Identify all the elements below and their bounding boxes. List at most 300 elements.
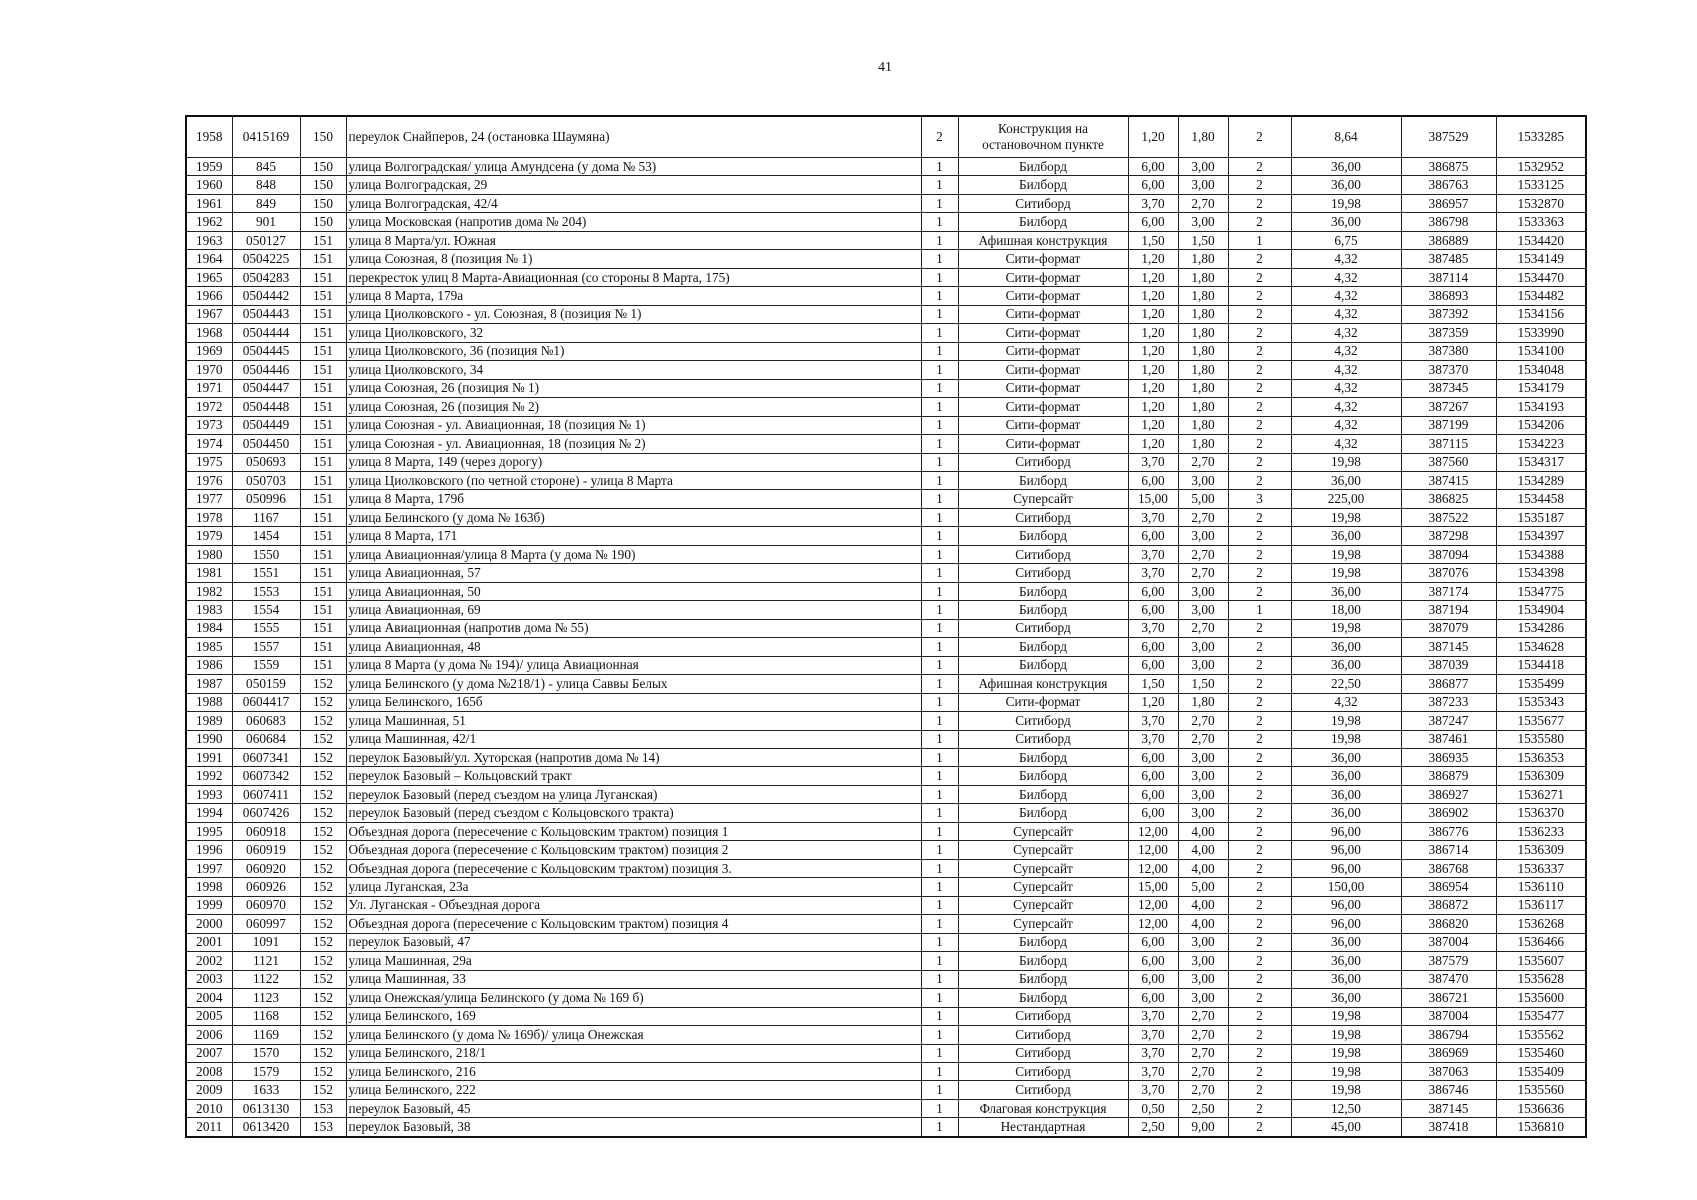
height-cell: 2,70	[1178, 508, 1228, 526]
row-number-cell: 1962	[186, 213, 232, 231]
sides-cell: 2	[1228, 194, 1291, 212]
width-cell: 6,00	[1128, 527, 1178, 545]
area-cell: 4,32	[1291, 268, 1401, 286]
area-cell: 36,00	[1291, 804, 1401, 822]
width-cell: 6,00	[1128, 804, 1178, 822]
coord-y-cell: 1536117	[1496, 896, 1586, 914]
count-cell: 1	[921, 1007, 958, 1025]
height-cell: 4,00	[1178, 841, 1228, 859]
coord-y-cell: 1533363	[1496, 213, 1586, 231]
area-cell: 19,98	[1291, 712, 1401, 730]
structure-type-cell: Билборд	[958, 970, 1128, 988]
coord-x-cell: 387485	[1401, 250, 1496, 268]
count-cell: 1	[921, 508, 958, 526]
address-cell: переулок Базовый (перед съездом на улица Луганская)	[346, 785, 921, 803]
address-cell: улица Волгоградская, 29	[346, 176, 921, 194]
coord-y-cell: 1536810	[1496, 1118, 1586, 1137]
address-cell: переулок Снайперов, 24 (остановка Шаумяна)	[346, 116, 921, 158]
table-row	[186, 1099, 1586, 1117]
coord-y-cell: 1534418	[1496, 656, 1586, 674]
height-cell: 3,00	[1178, 952, 1228, 970]
coord-x-cell: 387004	[1401, 1007, 1496, 1025]
table-row	[186, 453, 1586, 471]
address-cell: улица Белинского (у дома № 169б)/ улица Онежская	[346, 1026, 921, 1044]
coord-y-cell: 1534470	[1496, 268, 1586, 286]
row-number-cell: 1997	[186, 859, 232, 877]
area-cell: 4,32	[1291, 287, 1401, 305]
address-cell: улица Белинского, 169	[346, 1007, 921, 1025]
table-row	[186, 305, 1586, 323]
structure-code-cell: 1553	[232, 582, 300, 600]
coord-y-cell: 1534286	[1496, 619, 1586, 637]
height-cell: 1,50	[1178, 675, 1228, 693]
structure-code-cell: 0504449	[232, 416, 300, 434]
count-cell: 1	[921, 749, 958, 767]
coord-x-cell: 387415	[1401, 471, 1496, 489]
count-cell: 1	[921, 970, 958, 988]
coord-x-cell: 386798	[1401, 213, 1496, 231]
area-cell: 19,98	[1291, 453, 1401, 471]
row-number-cell: 1982	[186, 582, 232, 600]
height-cell: 1,50	[1178, 231, 1228, 249]
width-cell: 6,00	[1128, 656, 1178, 674]
coord-y-cell: 1534904	[1496, 601, 1586, 619]
structure-code-cell: 050159	[232, 675, 300, 693]
coord-x-cell: 387392	[1401, 305, 1496, 323]
area-cell: 96,00	[1291, 859, 1401, 877]
sides-cell: 2	[1228, 767, 1291, 785]
row-number-cell: 1968	[186, 324, 232, 342]
coord-x-cell: 386889	[1401, 231, 1496, 249]
height-cell: 1,80	[1178, 268, 1228, 286]
structure-code-cell: 1122	[232, 970, 300, 988]
sides-cell: 2	[1228, 1007, 1291, 1025]
table-row	[186, 785, 1586, 803]
table-row	[186, 1118, 1586, 1137]
area-cell: 19,98	[1291, 545, 1401, 563]
structure-code-cell: 0504450	[232, 435, 300, 453]
coord-y-cell: 1536353	[1496, 749, 1586, 767]
table-row	[186, 730, 1586, 748]
sides-cell: 2	[1228, 656, 1291, 674]
district-cell: 151	[300, 361, 346, 379]
address-cell: улица Волгоградская/ улица Амундсена (у дома № 53)	[346, 158, 921, 176]
count-cell: 1	[921, 545, 958, 563]
structure-type-cell: Сити-формат	[958, 379, 1128, 397]
structure-code-cell: 0504448	[232, 398, 300, 416]
sides-cell: 1	[1228, 231, 1291, 249]
coord-y-cell: 1533125	[1496, 176, 1586, 194]
structure-type-cell: Сити-формат	[958, 435, 1128, 453]
district-cell: 152	[300, 749, 346, 767]
coord-x-cell: 387370	[1401, 361, 1496, 379]
height-cell: 2,50	[1178, 1099, 1228, 1117]
count-cell: 1	[921, 896, 958, 914]
structure-type-cell: Ситиборд	[958, 619, 1128, 637]
area-cell: 36,00	[1291, 158, 1401, 176]
structure-type-cell: Ситиборд	[958, 508, 1128, 526]
structure-type-cell: Ситиборд	[958, 194, 1128, 212]
structure-type-cell: Ситиборд	[958, 1081, 1128, 1099]
address-cell: улица Союзная - ул. Авиационная, 18 (позиция № 1)	[346, 416, 921, 434]
area-cell: 18,00	[1291, 601, 1401, 619]
area-cell: 36,00	[1291, 176, 1401, 194]
district-cell: 151	[300, 231, 346, 249]
district-cell: 151	[300, 250, 346, 268]
height-cell: 9,00	[1178, 1118, 1228, 1137]
width-cell: 6,00	[1128, 785, 1178, 803]
table-row	[186, 176, 1586, 194]
sides-cell: 2	[1228, 841, 1291, 859]
district-cell: 152	[300, 1062, 346, 1080]
structure-type-cell: Суперсайт	[958, 878, 1128, 896]
table-row	[186, 989, 1586, 1007]
coord-x-cell: 387461	[1401, 730, 1496, 748]
area-cell: 36,00	[1291, 989, 1401, 1007]
district-cell: 151	[300, 527, 346, 545]
table-row	[186, 619, 1586, 637]
structure-code-cell: 1454	[232, 527, 300, 545]
count-cell: 1	[921, 1118, 958, 1137]
count-cell: 1	[921, 730, 958, 748]
table-row	[186, 656, 1586, 674]
district-cell: 151	[300, 638, 346, 656]
sides-cell: 2	[1228, 1044, 1291, 1062]
structure-type-cell: Билборд	[958, 527, 1128, 545]
coord-x-cell: 387076	[1401, 564, 1496, 582]
count-cell: 1	[921, 619, 958, 637]
row-number-cell: 1986	[186, 656, 232, 674]
coord-y-cell: 1534156	[1496, 305, 1586, 323]
row-number-cell: 1999	[186, 896, 232, 914]
sides-cell: 2	[1228, 342, 1291, 360]
height-cell: 3,00	[1178, 527, 1228, 545]
structure-type-cell: Сити-формат	[958, 250, 1128, 268]
sides-cell: 2	[1228, 435, 1291, 453]
count-cell: 1	[921, 361, 958, 379]
area-cell: 36,00	[1291, 749, 1401, 767]
height-cell: 2,70	[1178, 564, 1228, 582]
coord-y-cell: 1535343	[1496, 693, 1586, 711]
district-cell: 151	[300, 435, 346, 453]
structure-code-cell: 0504446	[232, 361, 300, 379]
coord-x-cell: 387247	[1401, 712, 1496, 730]
area-cell: 45,00	[1291, 1118, 1401, 1137]
table-row	[186, 712, 1586, 730]
address-cell: улица 8 Марта (у дома № 194)/ улица Авиационная	[346, 656, 921, 674]
count-cell: 1	[921, 693, 958, 711]
coord-y-cell: 1534206	[1496, 416, 1586, 434]
width-cell: 6,00	[1128, 601, 1178, 619]
coord-y-cell: 1535607	[1496, 952, 1586, 970]
width-cell: 1,20	[1128, 250, 1178, 268]
table-row	[186, 508, 1586, 526]
coord-x-cell: 387529	[1401, 116, 1496, 158]
height-cell: 3,00	[1178, 749, 1228, 767]
coord-x-cell: 386957	[1401, 194, 1496, 212]
structure-code-cell: 0504283	[232, 268, 300, 286]
structure-type-cell: Флаговая конструкция	[958, 1099, 1128, 1117]
height-cell: 2,70	[1178, 1026, 1228, 1044]
height-cell: 1,80	[1178, 435, 1228, 453]
sides-cell: 2	[1228, 952, 1291, 970]
area-cell: 8,64	[1291, 116, 1401, 158]
row-number-cell: 1996	[186, 841, 232, 859]
row-number-cell: 2001	[186, 933, 232, 951]
structure-type-cell: Билборд	[958, 213, 1128, 231]
table-row	[186, 767, 1586, 785]
row-number-cell: 1992	[186, 767, 232, 785]
coord-x-cell: 387115	[1401, 435, 1496, 453]
count-cell: 1	[921, 398, 958, 416]
sides-cell: 2	[1228, 527, 1291, 545]
coord-y-cell: 1534149	[1496, 250, 1586, 268]
structure-code-cell: 1559	[232, 656, 300, 674]
count-cell: 1	[921, 342, 958, 360]
coord-x-cell: 386714	[1401, 841, 1496, 859]
area-cell: 19,98	[1291, 1044, 1401, 1062]
sides-cell: 2	[1228, 158, 1291, 176]
address-cell: улица Циолковского, 32	[346, 324, 921, 342]
width-cell: 3,70	[1128, 1007, 1178, 1025]
address-cell: улица Авиационная, 57	[346, 564, 921, 582]
sides-cell: 2	[1228, 379, 1291, 397]
district-cell: 150	[300, 158, 346, 176]
district-cell: 151	[300, 545, 346, 563]
sides-cell: 2	[1228, 1081, 1291, 1099]
coord-x-cell: 386893	[1401, 287, 1496, 305]
width-cell: 0,50	[1128, 1099, 1178, 1117]
structure-type-cell: Ситиборд	[958, 1062, 1128, 1080]
coord-x-cell: 386768	[1401, 859, 1496, 877]
address-cell: улица Онежская/улица Белинского (у дома № 169 б)	[346, 989, 921, 1007]
width-cell: 6,00	[1128, 749, 1178, 767]
district-cell: 151	[300, 453, 346, 471]
structure-code-cell: 1555	[232, 619, 300, 637]
structure-type-cell: Билборд	[958, 767, 1128, 785]
sides-cell: 2	[1228, 305, 1291, 323]
table-row	[186, 324, 1586, 342]
district-cell: 152	[300, 989, 346, 1007]
row-number-cell: 1985	[186, 638, 232, 656]
row-number-cell: 1977	[186, 490, 232, 508]
structure-code-cell: 0504443	[232, 305, 300, 323]
row-number-cell: 1964	[186, 250, 232, 268]
structure-type-cell: Нестандартная	[958, 1118, 1128, 1137]
coord-y-cell: 1534317	[1496, 453, 1586, 471]
sides-cell: 2	[1228, 545, 1291, 563]
sides-cell: 2	[1228, 268, 1291, 286]
structure-code-cell: 1554	[232, 601, 300, 619]
coord-y-cell: 1534193	[1496, 398, 1586, 416]
row-number-cell: 1991	[186, 749, 232, 767]
structure-type-cell: Билборд	[958, 952, 1128, 970]
width-cell: 15,00	[1128, 878, 1178, 896]
sides-cell: 2	[1228, 213, 1291, 231]
table-row	[186, 527, 1586, 545]
coord-x-cell: 386902	[1401, 804, 1496, 822]
height-cell: 3,00	[1178, 804, 1228, 822]
coord-y-cell: 1535580	[1496, 730, 1586, 748]
height-cell: 2,70	[1178, 730, 1228, 748]
height-cell: 2,70	[1178, 1044, 1228, 1062]
coord-y-cell: 1533285	[1496, 116, 1586, 158]
sides-cell: 1	[1228, 601, 1291, 619]
coord-x-cell: 387194	[1401, 601, 1496, 619]
structure-code-cell: 0504445	[232, 342, 300, 360]
height-cell: 2,70	[1178, 1007, 1228, 1025]
table-row	[186, 933, 1586, 951]
coord-y-cell: 1535499	[1496, 675, 1586, 693]
district-cell: 151	[300, 508, 346, 526]
table-row	[186, 564, 1586, 582]
structure-type-cell: Билборд	[958, 933, 1128, 951]
address-cell: улица Союзная, 26 (позиция № 2)	[346, 398, 921, 416]
height-cell: 4,00	[1178, 896, 1228, 914]
coord-y-cell: 1532952	[1496, 158, 1586, 176]
height-cell: 3,00	[1178, 970, 1228, 988]
structure-code-cell: 060920	[232, 859, 300, 877]
area-cell: 225,00	[1291, 490, 1401, 508]
district-cell: 151	[300, 490, 346, 508]
height-cell: 1,80	[1178, 324, 1228, 342]
district-cell: 152	[300, 915, 346, 933]
table-row	[186, 841, 1586, 859]
structure-type-cell: Суперсайт	[958, 915, 1128, 933]
count-cell: 1	[921, 324, 958, 342]
area-cell: 36,00	[1291, 970, 1401, 988]
width-cell: 12,00	[1128, 841, 1178, 859]
count-cell: 1	[921, 1062, 958, 1080]
coord-y-cell: 1535187	[1496, 508, 1586, 526]
area-cell: 19,98	[1291, 619, 1401, 637]
width-cell: 1,20	[1128, 305, 1178, 323]
address-cell: улица Машинная, 42/1	[346, 730, 921, 748]
district-cell: 151	[300, 619, 346, 637]
area-cell: 4,32	[1291, 250, 1401, 268]
sides-cell: 2	[1228, 749, 1291, 767]
sides-cell: 2	[1228, 730, 1291, 748]
coord-y-cell: 1536271	[1496, 785, 1586, 803]
structure-type-cell: Билборд	[958, 158, 1128, 176]
structure-code-cell: 1168	[232, 1007, 300, 1025]
coord-x-cell: 386969	[1401, 1044, 1496, 1062]
structure-type-cell: Ситиборд	[958, 453, 1128, 471]
width-cell: 12,00	[1128, 896, 1178, 914]
address-cell: перекресток улиц 8 Марта-Авиационная (со стороны 8 Марта, 175)	[346, 268, 921, 286]
count-cell: 1	[921, 435, 958, 453]
coord-y-cell: 1532870	[1496, 194, 1586, 212]
address-cell: улица Белинского (у дома № 163б)	[346, 508, 921, 526]
coord-y-cell: 1534398	[1496, 564, 1586, 582]
table-row	[186, 194, 1586, 212]
count-cell: 1	[921, 305, 958, 323]
coord-x-cell: 387114	[1401, 268, 1496, 286]
sides-cell: 2	[1228, 1099, 1291, 1117]
table-row	[186, 952, 1586, 970]
district-cell: 152	[300, 767, 346, 785]
structure-code-cell: 1550	[232, 545, 300, 563]
structure-type-cell: Билборд	[958, 176, 1128, 194]
count-cell: 1	[921, 952, 958, 970]
row-number-cell: 1963	[186, 231, 232, 249]
width-cell: 3,70	[1128, 730, 1178, 748]
district-cell: 152	[300, 896, 346, 914]
sides-cell: 2	[1228, 859, 1291, 877]
sides-cell: 2	[1228, 1118, 1291, 1137]
area-cell: 19,98	[1291, 1026, 1401, 1044]
address-cell: улица 8 Марта, 149 (через дорогу)	[346, 453, 921, 471]
coord-y-cell: 1535477	[1496, 1007, 1586, 1025]
height-cell: 1,80	[1178, 250, 1228, 268]
row-number-cell: 1988	[186, 693, 232, 711]
height-cell: 1,80	[1178, 398, 1228, 416]
structure-code-cell: 1091	[232, 933, 300, 951]
area-cell: 4,32	[1291, 693, 1401, 711]
row-number-cell: 1984	[186, 619, 232, 637]
row-number-cell: 2005	[186, 1007, 232, 1025]
height-cell: 1,80	[1178, 305, 1228, 323]
sides-cell: 2	[1228, 970, 1291, 988]
coord-x-cell: 386935	[1401, 749, 1496, 767]
structure-type-cell: Суперсайт	[958, 896, 1128, 914]
district-cell: 152	[300, 1026, 346, 1044]
width-cell: 3,70	[1128, 1062, 1178, 1080]
width-cell: 1,20	[1128, 268, 1178, 286]
row-number-cell: 2011	[186, 1118, 232, 1137]
district-cell: 152	[300, 712, 346, 730]
address-cell: улица Авиационная, 50	[346, 582, 921, 600]
count-cell: 1	[921, 785, 958, 803]
width-cell: 6,00	[1128, 176, 1178, 194]
structure-code-cell: 1557	[232, 638, 300, 656]
structure-code-cell: 0613420	[232, 1118, 300, 1137]
address-cell: улица Союзная, 26 (позиция № 1)	[346, 379, 921, 397]
count-cell: 1	[921, 564, 958, 582]
height-cell: 2,70	[1178, 453, 1228, 471]
structure-code-cell: 0415169	[232, 116, 300, 158]
coord-x-cell: 387470	[1401, 970, 1496, 988]
coord-y-cell: 1535409	[1496, 1062, 1586, 1080]
height-cell: 1,80	[1178, 693, 1228, 711]
district-cell: 152	[300, 1081, 346, 1099]
sides-cell: 2	[1228, 915, 1291, 933]
district-cell: 152	[300, 675, 346, 693]
district-cell: 151	[300, 268, 346, 286]
coord-y-cell: 1534179	[1496, 379, 1586, 397]
coord-x-cell: 386954	[1401, 878, 1496, 896]
coord-x-cell: 387418	[1401, 1118, 1496, 1137]
address-cell: улица 8 Марта, 179б	[346, 490, 921, 508]
sides-cell: 2	[1228, 1062, 1291, 1080]
width-cell: 12,00	[1128, 915, 1178, 933]
count-cell: 1	[921, 176, 958, 194]
height-cell: 2,70	[1178, 1062, 1228, 1080]
area-cell: 36,00	[1291, 785, 1401, 803]
area-cell: 96,00	[1291, 896, 1401, 914]
district-cell: 153	[300, 1118, 346, 1137]
structure-type-cell: Ситиборд	[958, 564, 1128, 582]
district-cell: 152	[300, 1044, 346, 1062]
height-cell: 1,80	[1178, 342, 1228, 360]
structure-type-cell: Сити-формат	[958, 324, 1128, 342]
coord-y-cell: 1535560	[1496, 1081, 1586, 1099]
coord-x-cell: 386763	[1401, 176, 1496, 194]
structure-type-cell: Сити-формат	[958, 342, 1128, 360]
height-cell: 1,80	[1178, 416, 1228, 434]
structure-code-cell: 060926	[232, 878, 300, 896]
count-cell: 1	[921, 675, 958, 693]
